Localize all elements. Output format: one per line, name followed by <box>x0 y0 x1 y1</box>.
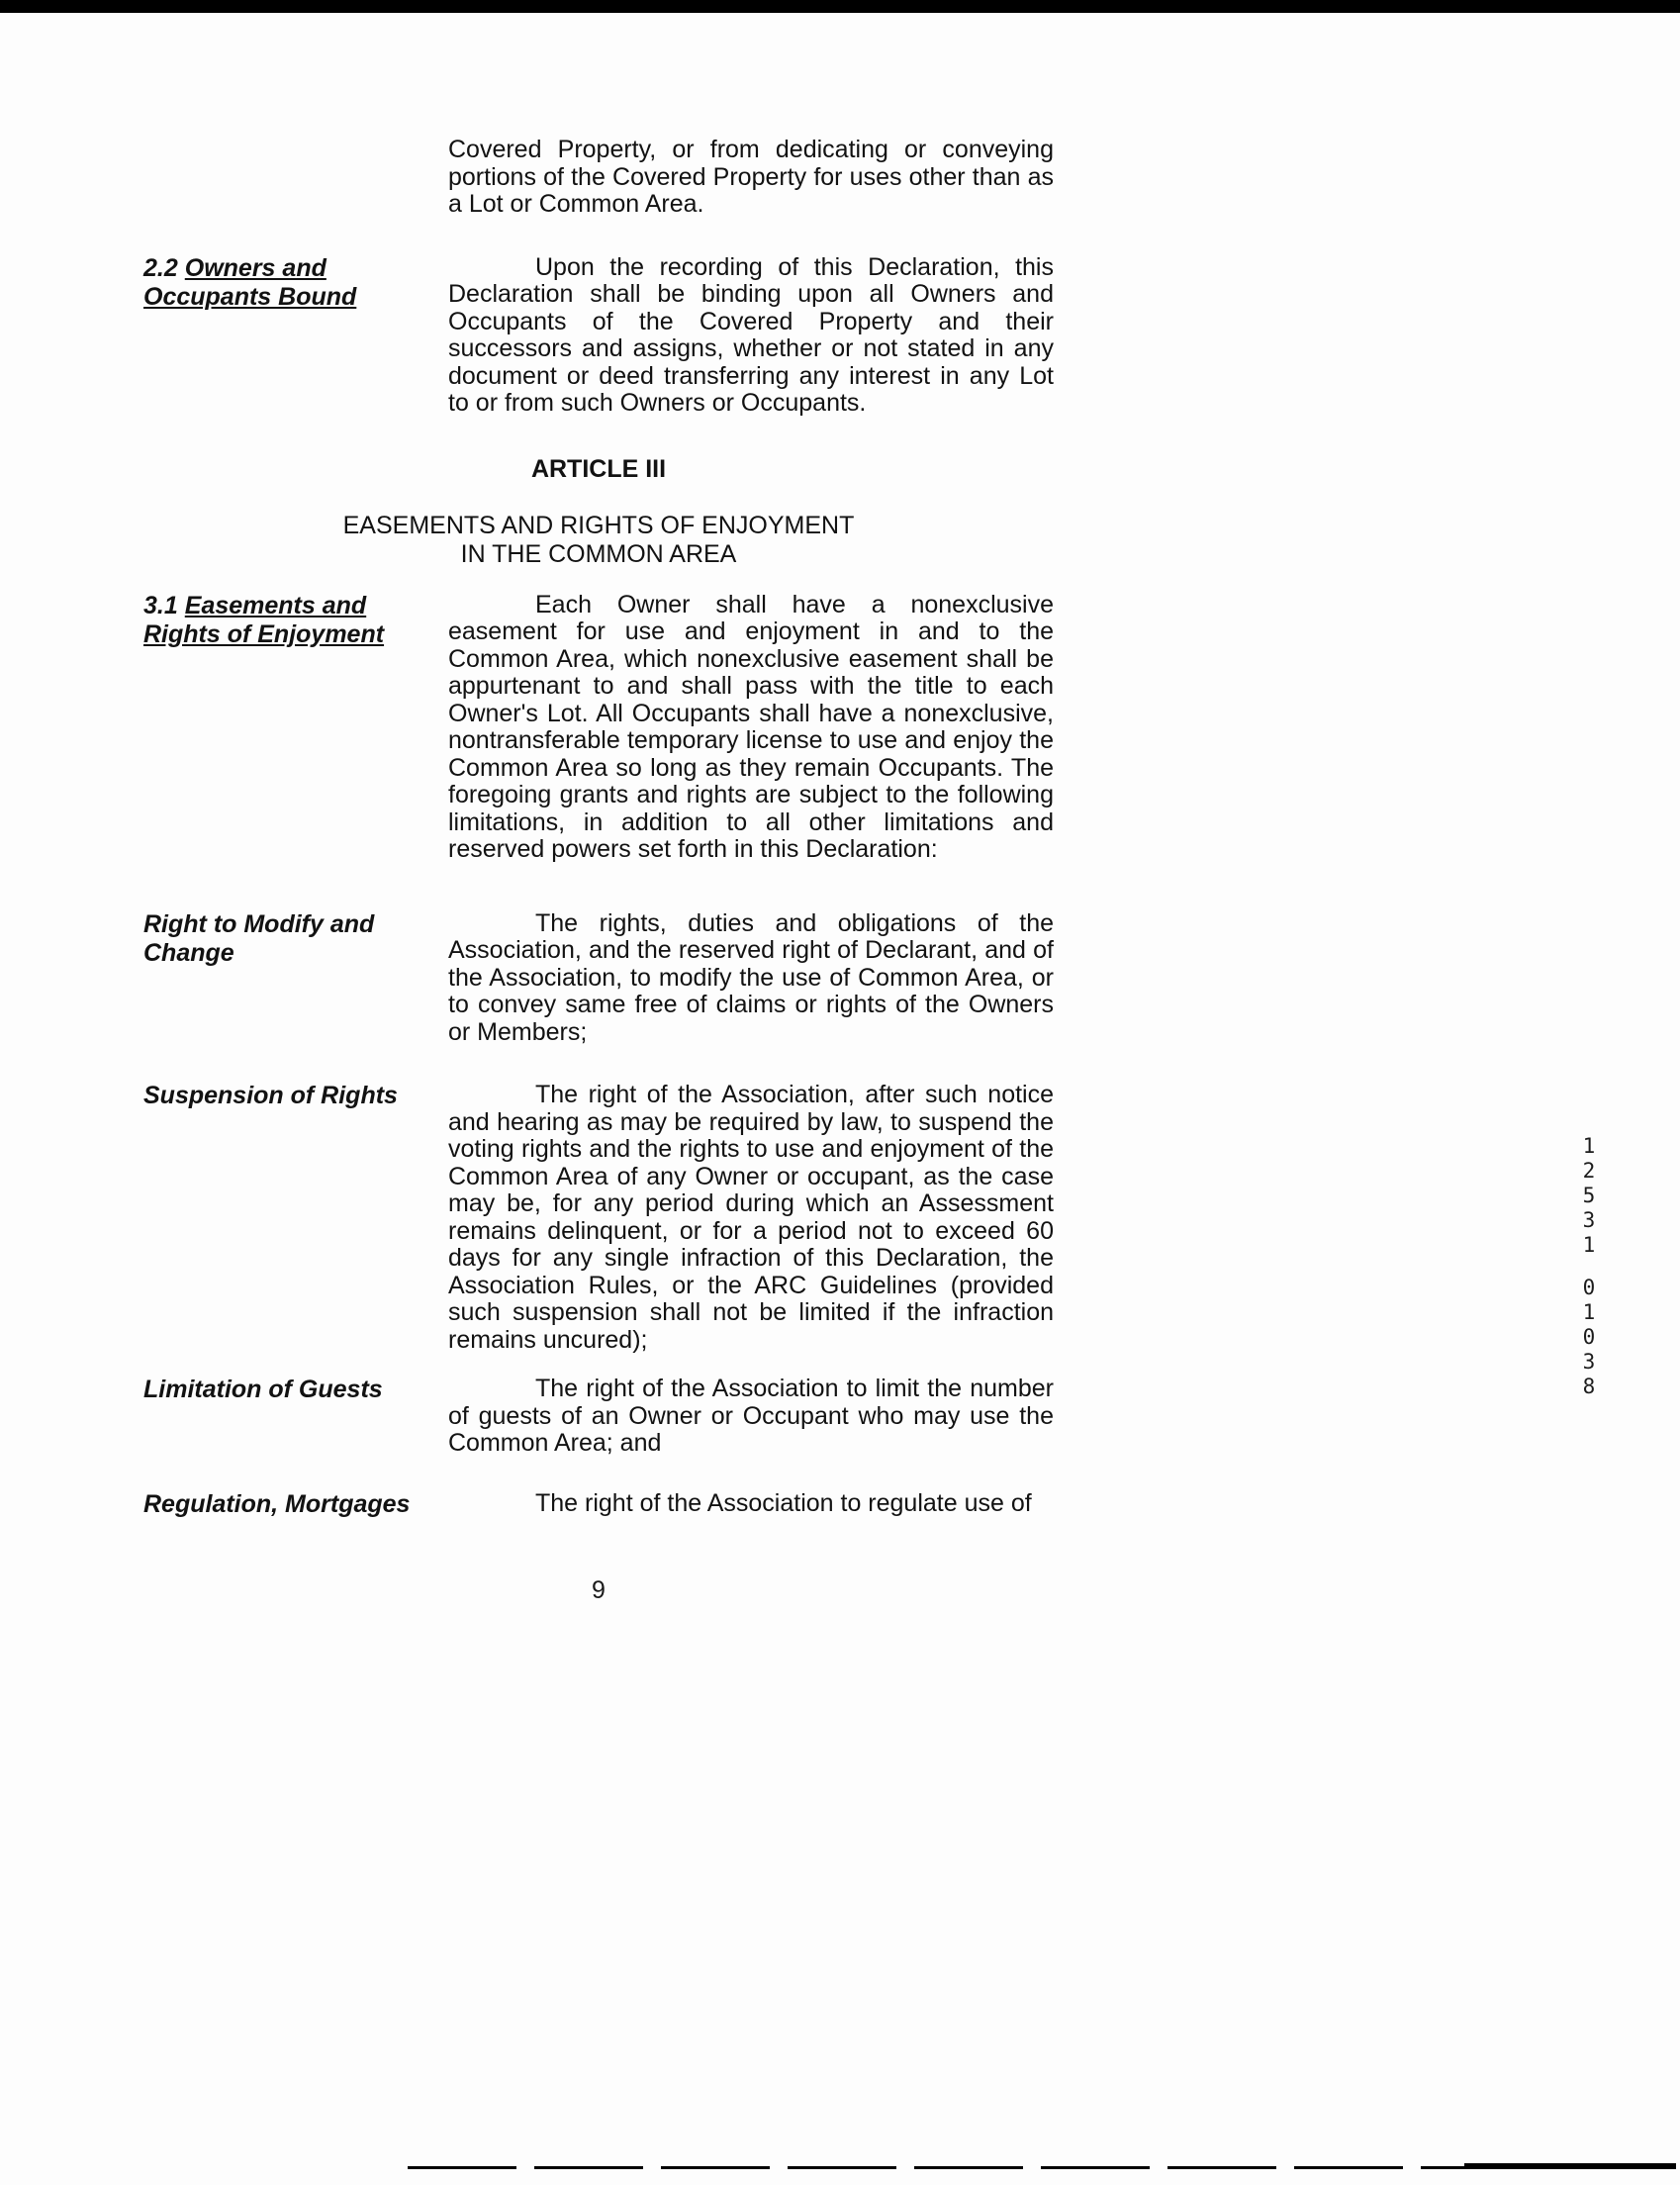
article-subheading-line1: EASEMENTS AND RIGHTS OF ENJOYMENT <box>342 511 855 539</box>
continuation-paragraph-row <box>143 137 1054 219</box>
section-3-1-heading <box>143 592 448 649</box>
section-regulation-body: The right of the Association to regulate use of <box>535 1488 1032 1517</box>
section-heading <box>143 1082 448 1110</box>
section-title: Easements and Rights of Enjoyment <box>143 591 385 648</box>
article-subheading-line2: IN THE COMMON AREA <box>460 539 737 568</box>
section-title: Suspension of Rights <box>143 1082 398 1109</box>
section-title: Limitation of Guests <box>143 1376 383 1403</box>
section-title: Regulation, Mortgages <box>143 1489 411 1518</box>
section-2-2 <box>143 254 1054 418</box>
article-heading: ARTICLE III <box>530 454 667 483</box>
section-regulation-mortgages <box>143 1490 1054 1519</box>
section-2-2-heading <box>143 254 448 312</box>
section-3-1 <box>143 592 1054 864</box>
recorder-stamp-bottom: 01038 <box>1577 1276 1601 1399</box>
section-heading <box>143 910 448 968</box>
section-right-to-modify-body: The rights, duties and obligations of the Association, and the reserved right of Declarant, and of the Association, to modify the use of Common Area, or to convey same free of claims or rights of the Owners or Members; <box>448 908 1054 1046</box>
recorder-stamp <box>1577 1134 1601 1399</box>
section-title: Right to Modify and Change <box>143 909 375 967</box>
scan-artifact-top-bar <box>0 0 1680 13</box>
recorder-stamp-top: 12531 <box>1577 1134 1601 1258</box>
scan-artifact-bottom-corner <box>1464 2163 1676 2169</box>
section-limitation-body: The right of the Association to limit the number of guests of an Owner or Occupant who may use the Common Area; and <box>448 1375 1054 1457</box>
section-heading <box>143 1376 448 1404</box>
section-3-1-body: Each Owner shall have a nonexclusive easement for use and enjoyment in and to the Common Area, which nonexclusive easement shall be appurtenant to and shall pass with the title to each Owner's Lot. All Occupants shall have a nonexclusive, nontransferable temporary license to use and enjoy the Common Area so long as they remain Occupants. The foregoing grants and rights are subject to the following limitations, in addition to all other limitations and reserved powers set forth in this Declaration: <box>448 590 1054 863</box>
section-suspension-body: The right of the Association, after such notice and hearing as may be required by law, to suspend the voting rights and the rights to use and enjoyment of the Common Area of any Owner or occupant, as the case may be, for any period during which an Assessment remains delinquent, or for a period not to exceed 60 days for any single infraction of this Declaration, the Association Rules, or the ARC Guidelines (provided such suspension shall not be limited if the infraction remains uncured); <box>448 1081 1054 1354</box>
page-content <box>143 137 1054 1605</box>
page-number: 9 <box>592 1575 606 1604</box>
section-title: Owners and Occupants Bound <box>143 253 357 311</box>
section-limitation-of-guests <box>143 1376 1054 1458</box>
section-number: 3.1 <box>143 591 178 619</box>
section-suspension-of-rights <box>143 1082 1054 1354</box>
section-heading <box>143 1490 448 1519</box>
section-2-2-body: Upon the recording of this Declaration, this Declaration shall be binding upon all Owners and Occupants of the Covered Property and their successors and assigns, whether or not stated in any document or deed transferring any interest in any Lot to or from such Owners or Occupants. <box>448 252 1054 417</box>
continuation-paragraph: Covered Property, or from dedicating or conveying portions of the Covered Property for uses other than as a Lot or Common Area. <box>448 136 1054 218</box>
section-right-to-modify <box>143 910 1054 1047</box>
section-number: 2.2 <box>143 253 178 282</box>
article-subheading <box>143 512 1054 569</box>
